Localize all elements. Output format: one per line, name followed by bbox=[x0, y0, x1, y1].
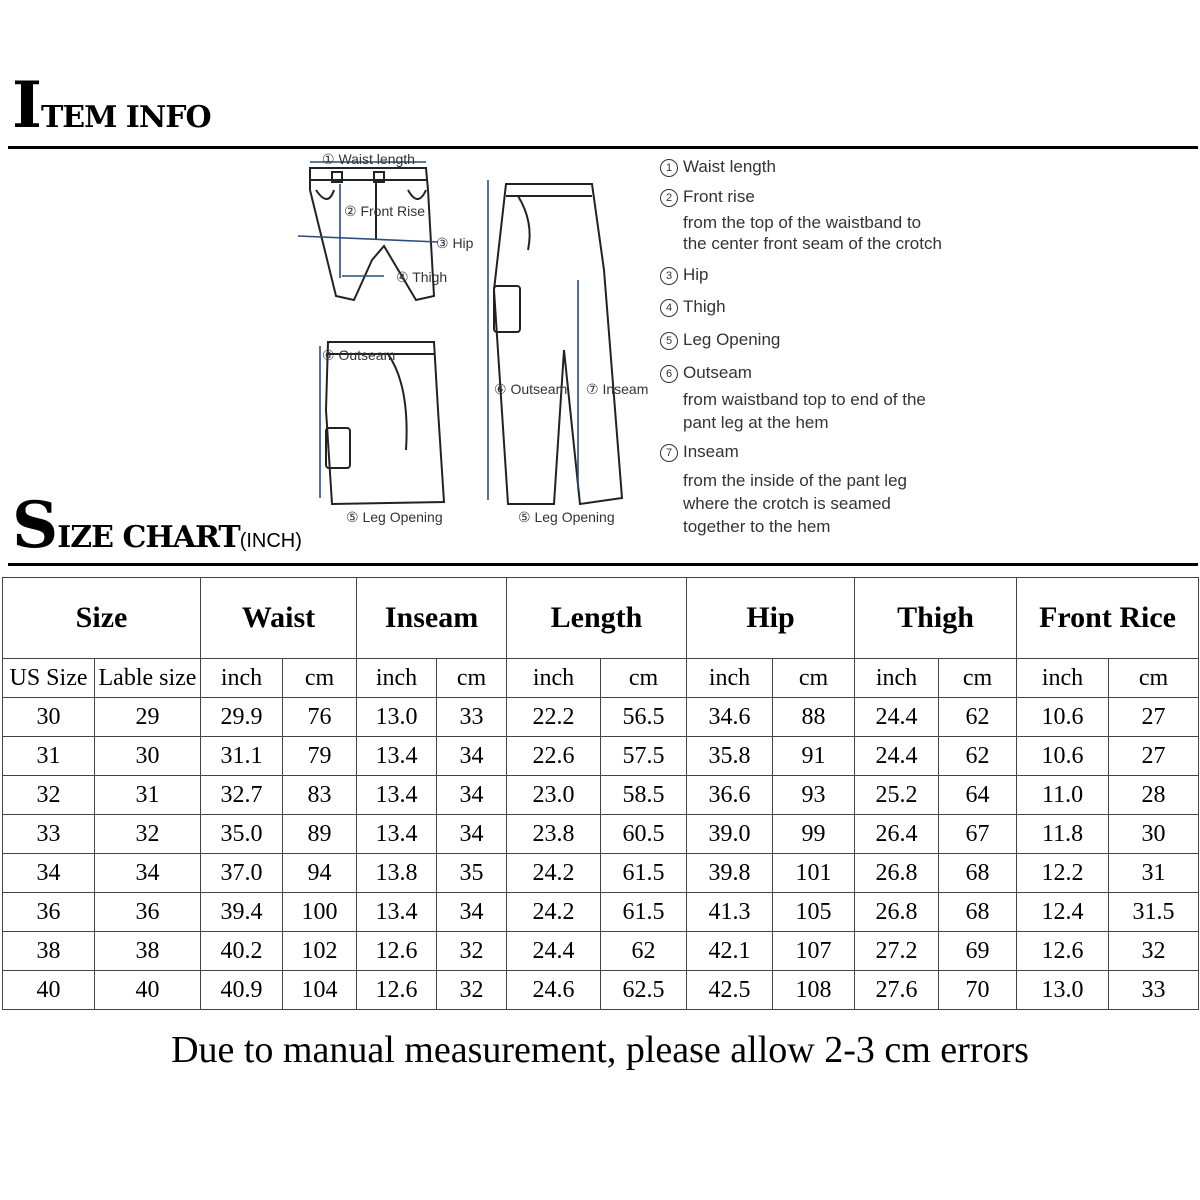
table-cell: 24.4 bbox=[855, 698, 939, 737]
table-cell: 32.7 bbox=[201, 776, 283, 815]
table-cell: 76 bbox=[283, 698, 357, 737]
table-cell: 62 bbox=[939, 698, 1017, 737]
table-cell: 26.8 bbox=[855, 893, 939, 932]
table-cell: 13.4 bbox=[357, 776, 437, 815]
table-row bbox=[3, 698, 1199, 737]
table-cell: 107 bbox=[773, 932, 855, 971]
table-cell: 30 bbox=[95, 737, 201, 776]
table-cell: 99 bbox=[773, 815, 855, 854]
table-cell: 24.4 bbox=[855, 737, 939, 776]
unit-header-cell: inch bbox=[357, 659, 437, 698]
table-cell: 62.5 bbox=[601, 971, 687, 1010]
table-cell: 68 bbox=[939, 854, 1017, 893]
table-cell: 10.6 bbox=[1017, 737, 1109, 776]
column-group-hip: Hip bbox=[687, 578, 855, 659]
table-cell: 33 bbox=[3, 815, 95, 854]
diagram-label-waist-length: ① Waist length bbox=[322, 151, 415, 167]
diagram-label-leg-opening-short: ⑤ Leg Opening bbox=[346, 509, 443, 525]
unit-header-cell: cm bbox=[773, 659, 855, 698]
table-cell: 39.8 bbox=[687, 854, 773, 893]
legend-number-badge: 1 bbox=[660, 159, 678, 177]
legend-item-hip bbox=[660, 265, 709, 285]
table-cell: 33 bbox=[437, 698, 507, 737]
legend-number-badge: 6 bbox=[660, 365, 678, 383]
diagram-label-inseam-long: ⑦ Inseam bbox=[586, 381, 649, 397]
legend-number-badge: 5 bbox=[660, 332, 678, 350]
table-cell: 30 bbox=[1109, 815, 1199, 854]
column-group-front-rice: Front Rice bbox=[1017, 578, 1199, 659]
legend-item-outseam bbox=[660, 363, 752, 383]
table-cell: 32 bbox=[437, 932, 507, 971]
legend-desc-front-rise-2: the center front seam of the crotch bbox=[683, 234, 942, 253]
table-cell: 13.0 bbox=[357, 698, 437, 737]
table-cell: 64 bbox=[939, 776, 1017, 815]
table-cell: 62 bbox=[601, 932, 687, 971]
table-cell: 27.2 bbox=[855, 932, 939, 971]
table-cell: 22.6 bbox=[507, 737, 601, 776]
table-cell: 23.0 bbox=[507, 776, 601, 815]
table-row bbox=[3, 815, 1199, 854]
table-cell: 24.6 bbox=[507, 971, 601, 1010]
table-cell: 79 bbox=[283, 737, 357, 776]
table-cell: 61.5 bbox=[601, 893, 687, 932]
table-row bbox=[3, 854, 1199, 893]
legend-item-thigh bbox=[660, 297, 726, 317]
legend-desc-inseam-2: where the crotch is seamed bbox=[683, 494, 891, 513]
table-cell: 13.0 bbox=[1017, 971, 1109, 1010]
table-cell: 24.2 bbox=[507, 893, 601, 932]
table-cell: 32 bbox=[437, 971, 507, 1010]
table-cell: 26.8 bbox=[855, 854, 939, 893]
table-cell: 24.2 bbox=[507, 854, 601, 893]
table-cell: 10.6 bbox=[1017, 698, 1109, 737]
column-group-thigh: Thigh bbox=[855, 578, 1017, 659]
table-cell: 11.0 bbox=[1017, 776, 1109, 815]
table-cell: 40 bbox=[3, 971, 95, 1010]
table-cell: 13.8 bbox=[357, 854, 437, 893]
legend-label: Leg Opening bbox=[683, 330, 781, 349]
table-cell: 34 bbox=[437, 893, 507, 932]
legend-label: Outseam bbox=[683, 363, 752, 382]
table-cell: 13.4 bbox=[357, 737, 437, 776]
unit-header-cell: inch bbox=[201, 659, 283, 698]
table-cell: 13.4 bbox=[357, 893, 437, 932]
table-cell: 31 bbox=[3, 737, 95, 776]
table-cell: 36 bbox=[3, 893, 95, 932]
legend-item-inseam bbox=[660, 442, 739, 462]
table-cell: 42.1 bbox=[687, 932, 773, 971]
table-cell: 34 bbox=[437, 776, 507, 815]
size-chart-heading-initial: S bbox=[12, 488, 58, 563]
table-cell: 38 bbox=[95, 932, 201, 971]
table-cell: 62 bbox=[939, 737, 1017, 776]
table-cell: 36.6 bbox=[687, 776, 773, 815]
table-cell: 32 bbox=[3, 776, 95, 815]
unit-header-cell: Lable size bbox=[95, 659, 201, 698]
diagram-label-leg-opening-long: ⑤ Leg Opening bbox=[518, 509, 615, 525]
table-cell: 40.9 bbox=[201, 971, 283, 1010]
table-cell: 24.4 bbox=[507, 932, 601, 971]
legend-desc-front-rise-1: from the top of the waistband to bbox=[683, 213, 922, 232]
table-row bbox=[3, 893, 1199, 932]
legend-number-badge: 2 bbox=[660, 189, 678, 207]
legend-label: Inseam bbox=[683, 442, 739, 461]
table-cell: 12.6 bbox=[357, 932, 437, 971]
legend-item-front-rise bbox=[660, 187, 755, 207]
legend-label: Hip bbox=[683, 265, 709, 284]
table-cell: 40.2 bbox=[201, 932, 283, 971]
size-chart-divider bbox=[8, 563, 1198, 566]
table-cell: 27 bbox=[1109, 698, 1199, 737]
table-cell: 61.5 bbox=[601, 854, 687, 893]
table-cell: 39.0 bbox=[687, 815, 773, 854]
table-row bbox=[3, 932, 1199, 971]
diagram-label-thigh: ④ Thigh bbox=[396, 269, 448, 285]
unit-header-cell: cm bbox=[437, 659, 507, 698]
table-cell: 27.6 bbox=[855, 971, 939, 1010]
table-cell: 37.0 bbox=[201, 854, 283, 893]
table-cell: 67 bbox=[939, 815, 1017, 854]
table-cell: 34.6 bbox=[687, 698, 773, 737]
size-chart-heading bbox=[12, 488, 302, 563]
table-cell: 35 bbox=[437, 854, 507, 893]
legend-item-waist-length bbox=[660, 157, 776, 177]
table-cell: 56.5 bbox=[601, 698, 687, 737]
column-group-length: Length bbox=[507, 578, 687, 659]
table-cell: 28 bbox=[1109, 776, 1199, 815]
legend-desc-inseam-1: from the inside of the pant leg bbox=[683, 471, 907, 490]
table-cell: 38 bbox=[3, 932, 95, 971]
table-cell: 36 bbox=[95, 893, 201, 932]
column-group-size: Size bbox=[3, 578, 201, 659]
table-cell: 29 bbox=[95, 698, 201, 737]
table-cell: 31 bbox=[1109, 854, 1199, 893]
unit-header-cell: cm bbox=[1109, 659, 1199, 698]
table-cell: 42.5 bbox=[687, 971, 773, 1010]
table-cell: 12.2 bbox=[1017, 854, 1109, 893]
pants-measurement-diagram bbox=[288, 150, 668, 534]
table-cell: 34 bbox=[437, 737, 507, 776]
unit-header-cell: inch bbox=[507, 659, 601, 698]
table-cell: 33 bbox=[1109, 971, 1199, 1010]
item-info-heading bbox=[12, 68, 211, 143]
table-cell: 32 bbox=[95, 815, 201, 854]
size-chart-table bbox=[2, 577, 1199, 1010]
table-cell: 41.3 bbox=[687, 893, 773, 932]
table-cell: 23.8 bbox=[507, 815, 601, 854]
legend-label: Thigh bbox=[683, 297, 726, 316]
table-cell: 32 bbox=[1109, 932, 1199, 971]
shorts-side-illustration bbox=[326, 342, 444, 504]
table-cell: 83 bbox=[283, 776, 357, 815]
table-cell: 69 bbox=[939, 932, 1017, 971]
legend-label: Waist length bbox=[683, 157, 776, 176]
table-cell: 25.2 bbox=[855, 776, 939, 815]
table-cell: 27 bbox=[1109, 737, 1199, 776]
table-cell: 100 bbox=[283, 893, 357, 932]
table-cell: 91 bbox=[773, 737, 855, 776]
table-cell: 104 bbox=[283, 971, 357, 1010]
table-cell: 105 bbox=[773, 893, 855, 932]
legend-desc-inseam-3: together to the hem bbox=[683, 517, 831, 536]
table-cell: 60.5 bbox=[601, 815, 687, 854]
table-cell: 12.4 bbox=[1017, 893, 1109, 932]
table-cell: 29.9 bbox=[201, 698, 283, 737]
unit-header-cell: inch bbox=[687, 659, 773, 698]
diagram-label-outseam-long: ⑥ Outseam bbox=[494, 381, 568, 397]
table-cell: 22.2 bbox=[507, 698, 601, 737]
table-cell: 40 bbox=[95, 971, 201, 1010]
legend-label: Front rise bbox=[683, 187, 755, 206]
table-cell: 30 bbox=[3, 698, 95, 737]
table-group-header-row bbox=[3, 578, 1199, 659]
table-cell: 89 bbox=[283, 815, 357, 854]
table-cell: 57.5 bbox=[601, 737, 687, 776]
legend-number-badge: 3 bbox=[660, 267, 678, 285]
table-cell: 101 bbox=[773, 854, 855, 893]
item-info-heading-rest: TEM INFO bbox=[40, 100, 211, 135]
item-info-heading-initial: I bbox=[12, 68, 41, 143]
table-cell: 11.8 bbox=[1017, 815, 1109, 854]
column-group-waist: Waist bbox=[201, 578, 357, 659]
diagram-label-hip: ③ Hip bbox=[436, 235, 474, 251]
size-chart-heading-unit: (INCH) bbox=[239, 530, 302, 552]
unit-header-cell: cm bbox=[601, 659, 687, 698]
measurement-footnote: Due to manual measurement, please allow 2-3 cm errors bbox=[171, 1029, 1029, 1071]
legend-item-leg-opening bbox=[660, 330, 780, 350]
table-cell: 102 bbox=[283, 932, 357, 971]
unit-header-cell: cm bbox=[283, 659, 357, 698]
size-chart-heading-rest: IZE CHART bbox=[57, 520, 240, 555]
diagram-label-outseam-short: ⑥ Outseam bbox=[322, 347, 396, 363]
table-cell: 35.8 bbox=[687, 737, 773, 776]
legend-number-badge: 7 bbox=[660, 444, 678, 462]
table-row bbox=[3, 776, 1199, 815]
table-cell: 31.5 bbox=[1109, 893, 1199, 932]
legend-number-badge: 4 bbox=[660, 299, 678, 317]
cargo-pants-illustration bbox=[494, 184, 622, 504]
diagram-label-front-rise: ② Front Rise bbox=[344, 203, 426, 219]
table-cell: 34 bbox=[3, 854, 95, 893]
table-row bbox=[3, 737, 1199, 776]
table-cell: 88 bbox=[773, 698, 855, 737]
table-cell: 31.1 bbox=[201, 737, 283, 776]
table-cell: 70 bbox=[939, 971, 1017, 1010]
unit-header-cell: inch bbox=[1017, 659, 1109, 698]
legend-desc-outseam-2: pant leg at the hem bbox=[683, 413, 829, 432]
table-cell: 34 bbox=[95, 854, 201, 893]
table-row bbox=[3, 971, 1199, 1010]
table-cell: 34 bbox=[437, 815, 507, 854]
table-cell: 13.4 bbox=[357, 815, 437, 854]
table-cell: 39.4 bbox=[201, 893, 283, 932]
table-unit-header-row bbox=[3, 659, 1199, 698]
table-cell: 108 bbox=[773, 971, 855, 1010]
unit-header-cell: inch bbox=[855, 659, 939, 698]
table-cell: 35.0 bbox=[201, 815, 283, 854]
table-cell: 12.6 bbox=[1017, 932, 1109, 971]
item-info-divider bbox=[8, 146, 1198, 149]
unit-header-cell: cm bbox=[939, 659, 1017, 698]
table-cell: 93 bbox=[773, 776, 855, 815]
table-cell: 12.6 bbox=[357, 971, 437, 1010]
table-cell: 58.5 bbox=[601, 776, 687, 815]
unit-header-cell: US Size bbox=[3, 659, 95, 698]
column-group-inseam: Inseam bbox=[357, 578, 507, 659]
table-cell: 31 bbox=[95, 776, 201, 815]
table-cell: 94 bbox=[283, 854, 357, 893]
legend-desc-outseam-1: from waistband top to end of the bbox=[683, 390, 926, 409]
table-cell: 26.4 bbox=[855, 815, 939, 854]
table-cell: 68 bbox=[939, 893, 1017, 932]
